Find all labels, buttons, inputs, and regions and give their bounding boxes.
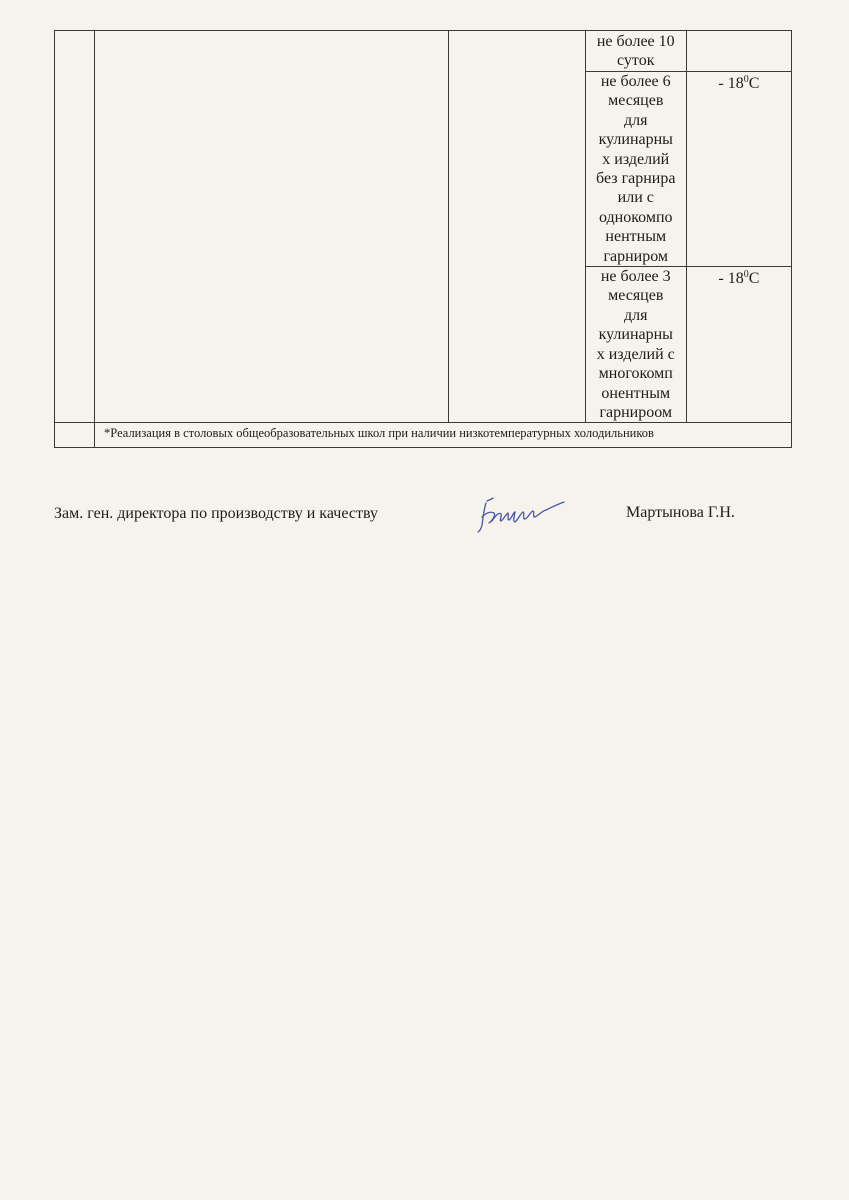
term-line: гарнироом [599,403,673,421]
term-cell [585,267,686,423]
term-line: для [624,111,648,129]
term-line: х изделий [602,150,670,168]
term-line: х изделий с [596,345,675,363]
number-cell [55,423,95,448]
storage-conditions-table [54,30,792,448]
term-line: гарниром [603,247,669,265]
signatory-title: Зам. ген. директора по производству и качеству [54,505,378,522]
temperature-cell [686,31,791,72]
table-row [55,423,792,448]
number-cell [55,31,95,423]
term-line: суток [617,52,655,70]
term-line: нентным [605,228,667,246]
handwritten-signature [472,495,572,535]
term-line: не более 6 [600,73,671,90]
term-line: для [624,306,648,324]
term-cell [585,31,686,72]
signature-block [54,505,794,535]
term-line: не более 3 [600,268,671,286]
term-line: онентным [601,384,671,402]
signatory-name: Мартынова Г.Н. [626,504,735,521]
term-line: многокомп [598,365,673,383]
term-cell [585,72,686,267]
temperature-value: - $18^0С$ [718,74,760,92]
requirements-cell [448,31,585,423]
term-line: не более 10 [596,33,675,50]
term-line: или с [617,189,654,207]
temperature-cell [686,72,791,267]
term-line: кулинарны [598,131,673,149]
footnote: *Реализация в столовых общеобразовательных школ при наличии низкотемпературных холодильников [95,423,792,448]
term-line: кулинарны [598,326,673,344]
temperature-cell [686,267,791,423]
term-line: без гарнира [596,170,676,188]
table-row [55,31,792,72]
term-line: месяцев [608,92,664,110]
term-line: месяцев [608,287,664,305]
product-cell [95,31,448,423]
term-line: однокомпо [598,208,673,226]
temperature-value: - $18^0С$ [718,269,760,288]
